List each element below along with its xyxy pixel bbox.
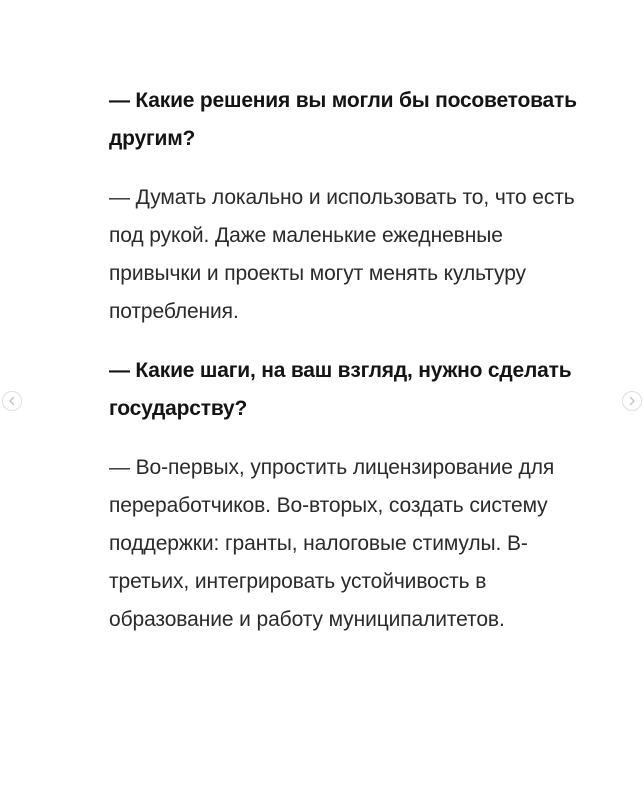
chevron-left-icon [7,396,17,406]
question-1: — Какие решения вы могли бы посоветовать другим? [109,89,577,150]
previous-slide-button[interactable] [2,391,22,411]
next-slide-button[interactable] [622,391,642,411]
answer-2: — Во-первых, упростить лицензирование для переработчиков. Во-вторых, создать систему поддержки: гранты, налоговые стимулы. В-третьих, интегрировать устойчивость в образование и работу муниципалитетов. [109,456,555,631]
interview-content [109,82,589,639]
answer-1: — Думать локально и использовать то, что есть под рукой. Даже маленькие ежедневные привычки и проекты могут менять культуру потребления. [109,186,575,323]
chevron-right-icon [627,396,637,406]
question-2: — Какие шаги, на ваш взгляд, нужно сделать государству? [109,359,572,420]
